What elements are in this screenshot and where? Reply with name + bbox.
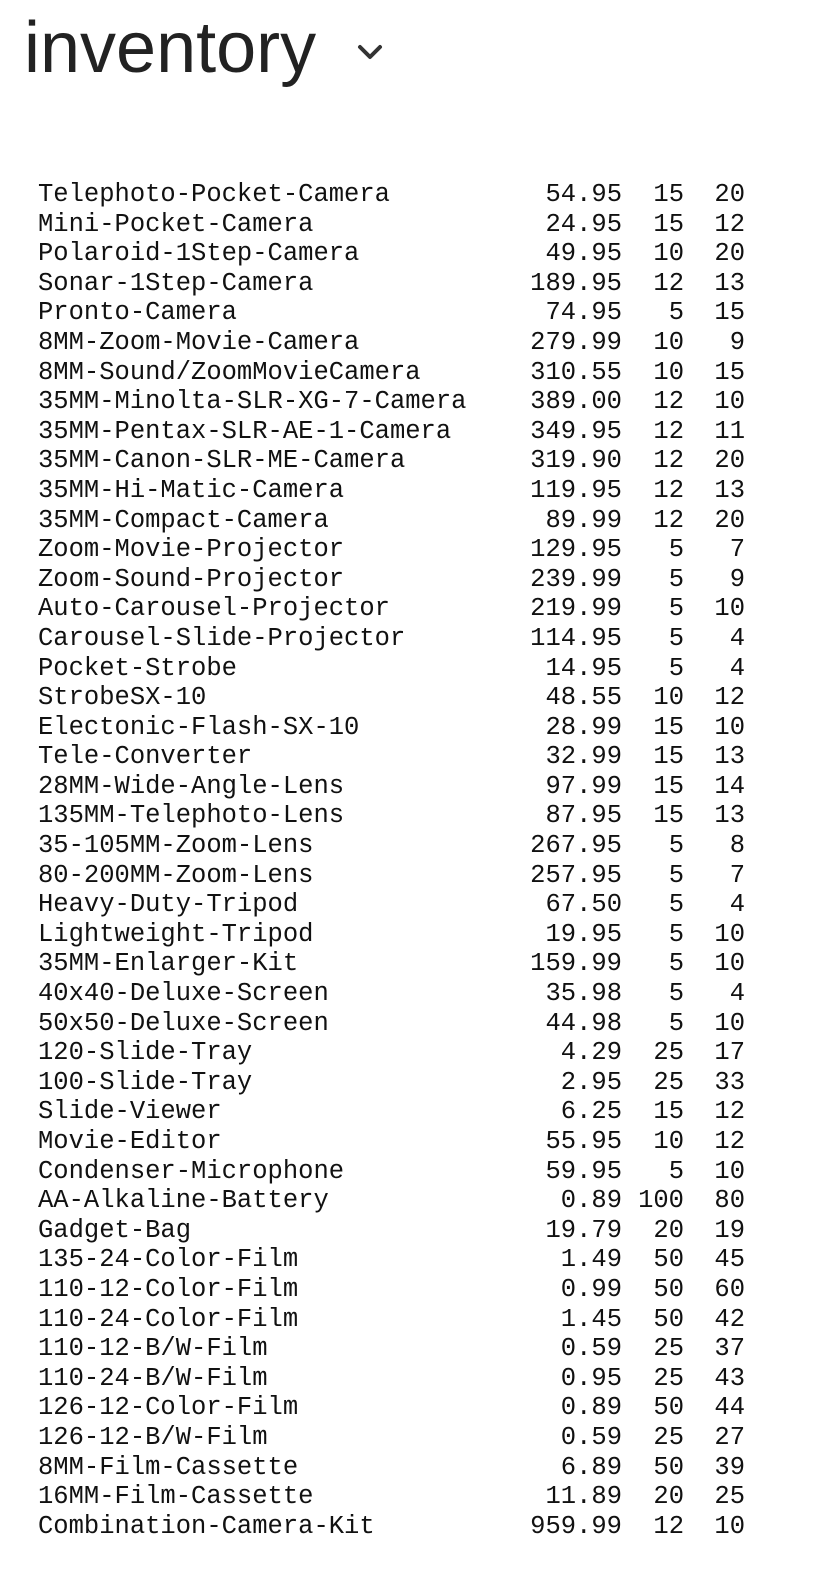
item-name: 135MM-Telephoto-Lens [38, 801, 345, 831]
item-min-level: 50 [653, 1393, 684, 1423]
list-item [38, 1186, 745, 1216]
list-item [38, 801, 745, 831]
item-min-level: 50 [653, 1274, 684, 1304]
item-quantity: 14 [714, 771, 745, 801]
item-price: 189.95 [530, 268, 622, 298]
item-name: StrobeSX-10 [38, 683, 207, 713]
item-min-level: 12 [653, 475, 684, 505]
item-price: 11.89 [545, 1482, 622, 1512]
item-quantity: 4 [729, 890, 745, 920]
item-quantity: 10 [714, 919, 745, 949]
item-name: Slide-Viewer [38, 1097, 222, 1127]
list-item [38, 269, 745, 299]
item-price: 0.89 [560, 1186, 622, 1216]
item-quantity: 13 [714, 801, 745, 831]
list-item [38, 239, 745, 269]
list-item [38, 713, 745, 743]
item-min-level: 5 [668, 860, 684, 890]
list-item [38, 1423, 745, 1453]
list-item [38, 1157, 745, 1187]
item-min-level: 12 [653, 505, 684, 535]
list-item [38, 890, 745, 920]
list-item [38, 742, 745, 772]
list-item [38, 949, 745, 979]
item-quantity: 33 [714, 1067, 745, 1097]
item-quantity: 43 [714, 1363, 745, 1393]
item-name: Zoom-Movie-Projector [38, 535, 345, 565]
item-min-level: 20 [653, 1215, 684, 1245]
item-min-level: 25 [653, 1334, 684, 1364]
item-quantity: 12 [714, 683, 745, 713]
item-price: 239.99 [530, 564, 622, 594]
item-name: Lightweight-Tripod [38, 919, 314, 949]
item-quantity: 20 [714, 505, 745, 535]
item-price: 24.95 [545, 209, 622, 239]
item-quantity: 7 [729, 860, 745, 890]
item-price: 219.99 [530, 594, 622, 624]
list-item [38, 476, 745, 506]
list-item [38, 920, 745, 950]
item-min-level: 50 [653, 1304, 684, 1334]
item-quantity: 12 [714, 209, 745, 239]
list-item [38, 1482, 745, 1512]
item-price: 349.95 [530, 416, 622, 446]
item-min-level: 15 [653, 771, 684, 801]
item-price: 959.99 [530, 1511, 622, 1541]
item-price: 54.95 [545, 180, 622, 209]
item-min-level: 5 [668, 564, 684, 594]
list-item [38, 594, 745, 624]
item-min-level: 5 [668, 594, 684, 624]
item-min-level: 10 [653, 327, 684, 357]
item-quantity: 10 [714, 1156, 745, 1186]
item-min-level: 12 [653, 387, 684, 417]
list-item [38, 1393, 745, 1423]
list-item [38, 417, 745, 447]
item-quantity: 37 [714, 1334, 745, 1364]
item-name: Movie-Editor [38, 1127, 222, 1156]
item-min-level: 5 [668, 1156, 684, 1186]
item-quantity: 44 [714, 1393, 745, 1423]
item-quantity: 15 [714, 298, 745, 328]
item-price: 67.50 [545, 890, 622, 920]
item-quantity: 20 [714, 180, 745, 209]
item-min-level: 5 [668, 919, 684, 949]
item-price: 119.95 [530, 475, 622, 505]
item-price: 310.55 [530, 357, 622, 387]
item-min-level: 50 [653, 1245, 684, 1275]
item-min-level: 50 [653, 1452, 684, 1482]
item-price: 19.79 [545, 1215, 622, 1245]
item-name: Condenser-Microphone [38, 1156, 345, 1186]
item-price: 49.95 [545, 239, 622, 269]
item-price: 389.00 [530, 387, 622, 417]
item-name: 16MM-Film-Cassette [38, 1482, 314, 1512]
item-price: 257.95 [530, 860, 622, 890]
item-quantity: 39 [714, 1452, 745, 1482]
item-name: 35MM-Hi-Matic-Camera [38, 475, 345, 505]
item-min-level: 5 [668, 890, 684, 920]
item-quantity: 10 [714, 387, 745, 417]
item-quantity: 9 [729, 327, 745, 357]
item-min-level: 10 [653, 239, 684, 269]
item-name: 35MM-Canon-SLR-ME-Camera [38, 446, 406, 476]
item-price: 1.49 [560, 1245, 622, 1275]
item-quantity: 11 [714, 416, 745, 446]
item-price: 32.99 [545, 742, 622, 772]
item-quantity: 13 [714, 475, 745, 505]
chevron-down-icon[interactable] [356, 42, 384, 62]
item-price: 89.99 [545, 505, 622, 535]
list-item [38, 1364, 745, 1394]
item-quantity: 4 [729, 653, 745, 683]
item-min-level: 15 [653, 742, 684, 772]
item-quantity: 4 [729, 979, 745, 1009]
item-name: 126-12-Color-Film [38, 1393, 299, 1423]
inventory-listing [38, 180, 745, 1541]
list-item [38, 1009, 745, 1039]
item-price: 87.95 [545, 801, 622, 831]
item-name: 110-24-B/W-Film [38, 1363, 268, 1393]
item-min-level: 25 [653, 1067, 684, 1097]
item-name: Polaroid-1Step-Camera [38, 239, 360, 269]
item-price: 0.95 [560, 1363, 622, 1393]
item-quantity: 9 [729, 564, 745, 594]
item-name: 35MM-Pentax-SLR-AE-1-Camera [38, 416, 452, 446]
item-quantity: 42 [714, 1304, 745, 1334]
item-name: 110-12-B/W-Film [38, 1334, 268, 1364]
list-item [38, 654, 745, 684]
item-name: Electonic-Flash-SX-10 [38, 712, 360, 742]
list-item [38, 1038, 745, 1068]
item-min-level: 5 [668, 979, 684, 1009]
item-quantity: 45 [714, 1245, 745, 1275]
item-name: Carousel-Slide-Projector [38, 623, 406, 653]
item-min-level: 12 [653, 446, 684, 476]
item-price: 6.25 [560, 1097, 622, 1127]
item-quantity: 20 [714, 239, 745, 269]
item-price: 19.95 [545, 919, 622, 949]
item-price: 114.95 [530, 623, 622, 653]
item-quantity: 27 [714, 1422, 745, 1452]
item-min-level: 12 [653, 1511, 684, 1541]
list-item [38, 1245, 745, 1275]
item-price: 55.95 [545, 1127, 622, 1156]
item-name: Pocket-Strobe [38, 653, 237, 683]
item-quantity: 60 [714, 1274, 745, 1304]
item-quantity: 7 [729, 535, 745, 565]
list-item [38, 210, 745, 240]
item-name: AA-Alkaline-Battery [38, 1186, 329, 1216]
item-price: 28.99 [545, 712, 622, 742]
item-quantity: 10 [714, 949, 745, 979]
item-name: 40x40-Deluxe-Screen [38, 979, 329, 1009]
list-item [38, 831, 745, 861]
list-item [38, 387, 745, 417]
list-item [38, 624, 745, 654]
item-min-level: 15 [653, 209, 684, 239]
item-price: 0.89 [560, 1393, 622, 1423]
item-name: 120-Slide-Tray [38, 1038, 253, 1068]
list-item [38, 979, 745, 1009]
item-price: 48.55 [545, 683, 622, 713]
list-item [38, 328, 745, 358]
item-name: Tele-Converter [38, 742, 253, 772]
list-item [38, 298, 745, 328]
item-price: 35.98 [545, 979, 622, 1009]
item-min-level: 5 [668, 535, 684, 565]
item-min-level: 10 [653, 683, 684, 713]
list-item [38, 1097, 745, 1127]
list-item [38, 772, 745, 802]
item-price: 97.99 [545, 771, 622, 801]
item-name: 35MM-Enlarger-Kit [38, 949, 299, 979]
item-name: Zoom-Sound-Projector [38, 564, 345, 594]
item-min-level: 100 [638, 1186, 684, 1216]
item-price: 4.29 [560, 1038, 622, 1068]
list-item [38, 1127, 745, 1157]
item-min-level: 15 [653, 1097, 684, 1127]
list-item [38, 180, 745, 210]
item-price: 279.99 [530, 327, 622, 357]
item-price: 0.99 [560, 1274, 622, 1304]
list-item [38, 1275, 745, 1305]
item-name: 28MM-Wide-Angle-Lens [38, 771, 345, 801]
item-name: Telephoto-Pocket-Camera [38, 180, 390, 209]
item-quantity: 4 [729, 623, 745, 653]
page-title: inventory [24, 8, 317, 88]
item-quantity: 17 [714, 1038, 745, 1068]
item-min-level: 5 [668, 623, 684, 653]
item-name: Heavy-Duty-Tripod [38, 890, 299, 920]
item-quantity: 10 [714, 1511, 745, 1541]
list-item [38, 1453, 745, 1483]
item-name: 80-200MM-Zoom-Lens [38, 860, 314, 890]
item-name: 110-24-Color-Film [38, 1304, 299, 1334]
item-min-level: 25 [653, 1038, 684, 1068]
item-name: Gadget-Bag [38, 1215, 192, 1245]
item-min-level: 5 [668, 1008, 684, 1038]
item-quantity: 15 [714, 357, 745, 387]
item-name: 110-12-Color-Film [38, 1274, 299, 1304]
list-item [38, 1334, 745, 1364]
list-item [38, 358, 745, 388]
item-price: 14.95 [545, 653, 622, 683]
list-item [38, 1068, 745, 1098]
item-min-level: 20 [653, 1482, 684, 1512]
item-min-level: 25 [653, 1363, 684, 1393]
item-name: 35MM-Minolta-SLR-XG-7-Camera [38, 387, 467, 417]
item-min-level: 25 [653, 1422, 684, 1452]
item-quantity: 10 [714, 594, 745, 624]
item-name: 8MM-Film-Cassette [38, 1452, 299, 1482]
item-name: Auto-Carousel-Projector [38, 594, 390, 624]
item-price: 74.95 [545, 298, 622, 328]
item-quantity: 12 [714, 1127, 745, 1156]
item-quantity: 12 [714, 1097, 745, 1127]
list-item [38, 535, 745, 565]
item-price: 1.45 [560, 1304, 622, 1334]
item-price: 59.95 [545, 1156, 622, 1186]
item-min-level: 5 [668, 949, 684, 979]
item-name: 126-12-B/W-Film [38, 1422, 268, 1452]
item-quantity: 10 [714, 1008, 745, 1038]
list-item [38, 565, 745, 595]
item-min-level: 5 [668, 298, 684, 328]
item-name: Sonar-1Step-Camera [38, 268, 314, 298]
list-item [38, 506, 745, 536]
item-name: 35MM-Compact-Camera [38, 505, 329, 535]
item-name: 100-Slide-Tray [38, 1067, 253, 1097]
list-item [38, 861, 745, 891]
item-name: Mini-Pocket-Camera [38, 209, 314, 239]
item-min-level: 15 [653, 801, 684, 831]
item-price: 2.95 [560, 1067, 622, 1097]
item-name: 8MM-Zoom-Movie-Camera [38, 327, 360, 357]
item-price: 0.59 [560, 1334, 622, 1364]
list-item [38, 446, 745, 476]
item-price: 0.59 [560, 1422, 622, 1452]
item-min-level: 10 [653, 1127, 684, 1156]
list-item [38, 683, 745, 713]
item-price: 44.98 [545, 1008, 622, 1038]
item-min-level: 5 [668, 653, 684, 683]
item-price: 159.99 [530, 949, 622, 979]
item-name: 135-24-Color-Film [38, 1245, 299, 1275]
item-quantity: 19 [714, 1215, 745, 1245]
item-min-level: 12 [653, 268, 684, 298]
item-min-level: 12 [653, 416, 684, 446]
item-price: 129.95 [530, 535, 622, 565]
item-quantity: 8 [729, 831, 745, 861]
item-name: 35-105MM-Zoom-Lens [38, 831, 314, 861]
list-item [38, 1305, 745, 1335]
item-quantity: 13 [714, 268, 745, 298]
title-dropdown[interactable] [24, 8, 384, 88]
item-min-level: 5 [668, 831, 684, 861]
item-quantity: 10 [714, 712, 745, 742]
item-price: 319.90 [530, 446, 622, 476]
item-name: Combination-Camera-Kit [38, 1511, 375, 1541]
item-price: 6.89 [560, 1452, 622, 1482]
list-item [38, 1512, 745, 1542]
item-name: 8MM-Sound/ZoomMovieCamera [38, 357, 421, 387]
item-quantity: 13 [714, 742, 745, 772]
item-name: 50x50-Deluxe-Screen [38, 1008, 329, 1038]
list-item [38, 1216, 745, 1246]
item-quantity: 20 [714, 446, 745, 476]
item-min-level: 15 [653, 712, 684, 742]
item-name: Pronto-Camera [38, 298, 237, 328]
item-price: 267.95 [530, 831, 622, 861]
item-min-level: 15 [653, 180, 684, 209]
item-quantity: 80 [714, 1186, 745, 1216]
item-min-level: 10 [653, 357, 684, 387]
item-quantity: 25 [714, 1482, 745, 1512]
